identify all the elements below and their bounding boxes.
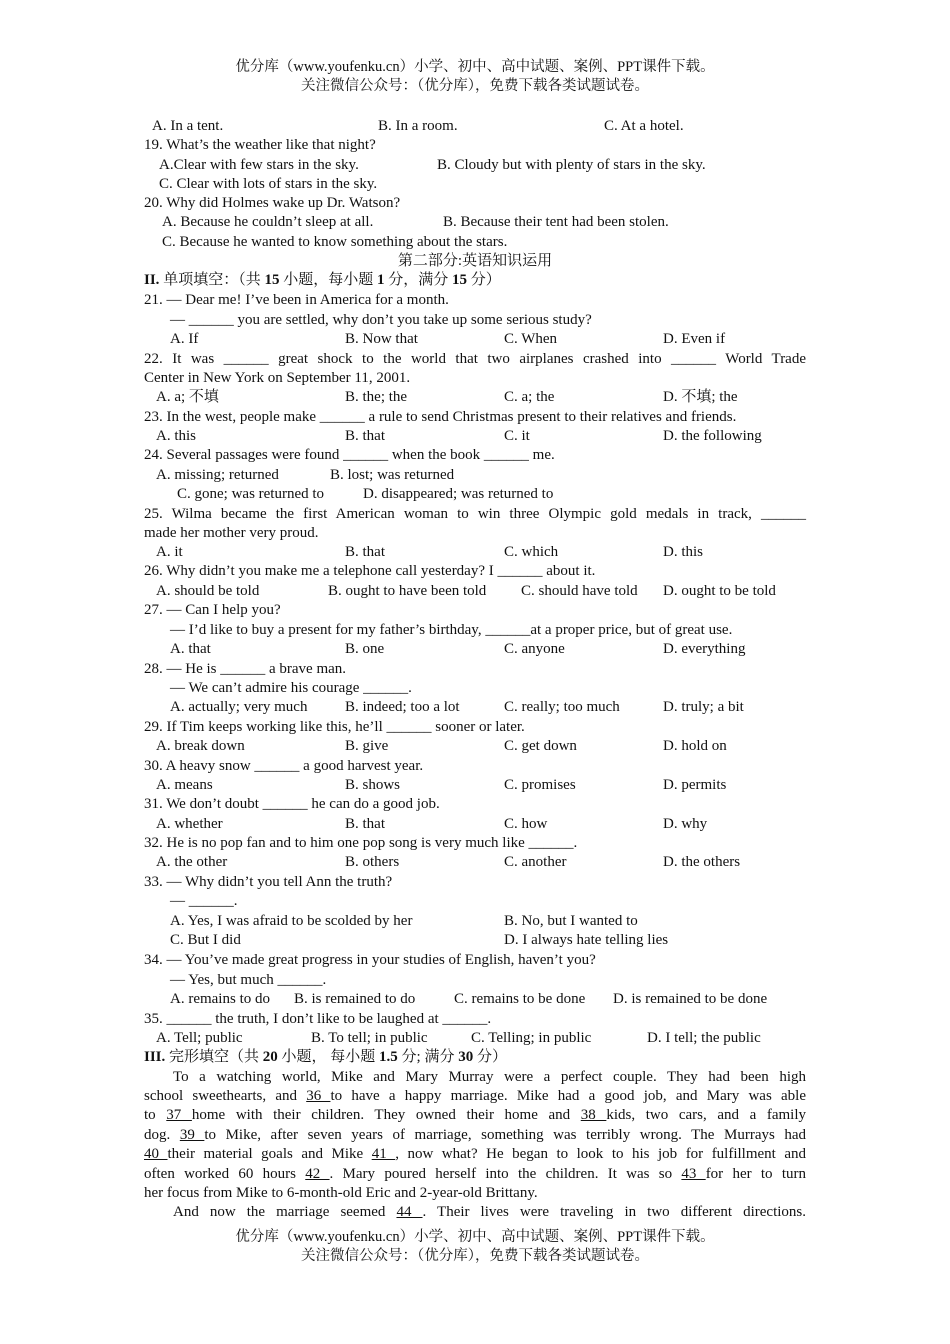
q19-stem: 19. What’s the weather like that night? — [144, 137, 376, 153]
q19-option-b: B. Cloudy but with plenty of stars in the sky. — [437, 157, 706, 173]
q24-option-c: C. gone; was returned to — [177, 486, 325, 502]
section3-n3: 30 — [458, 1049, 474, 1065]
q19-option-a: A.Clear with few stars in the sky. — [159, 157, 359, 173]
header-line-2: 关注微信公众号：（优分库），免费下载各类试题试卷。 — [301, 78, 649, 94]
q35-option-d: D. I tell; the public — [647, 1030, 761, 1046]
q23-option-d: D. the following — [663, 428, 762, 444]
section3-t1: 完形填空（共 — [165, 1049, 263, 1065]
blank-42: 42 — [305, 1166, 330, 1182]
q29-option-c: C. get down — [504, 738, 577, 754]
q25-stem-2: made her mother very proud. — [144, 525, 319, 541]
section2-n3: 15 — [451, 272, 467, 288]
q26-option-d: D. ought to be told — [663, 583, 776, 599]
q21-stem: 21. — Dear me! I’ve been in America for a month. — [144, 292, 449, 308]
q24-option-b: B. lost; was returned — [330, 467, 455, 483]
blank-43: 43 — [681, 1166, 706, 1182]
q30-option-d: D. permits — [663, 777, 727, 793]
section3-t2: 小题， 每小题 — [277, 1049, 380, 1065]
q22-stem: 22. It was ______ great shock to the world that two airplanes crashed into ______ World Trade — [144, 351, 806, 367]
section2-t1: 单项填空：（共 — [159, 272, 265, 288]
q35-stem: 35. ______ the truth, I don’t like to be laughed at ______. — [144, 1011, 492, 1027]
q34-option-d: D. is remained to be done — [613, 991, 768, 1007]
section2-num: II. — [144, 272, 160, 288]
q21-option-b: B. Now that — [345, 331, 418, 347]
passage-line-7: her focus from Mike to 6-month-old Eric and 2-year-old Brittany. — [144, 1185, 538, 1201]
q28-option-c: C. really; too much — [504, 699, 620, 715]
q29-option-a: A. break down — [156, 738, 245, 754]
q22-option-c: C. a; the — [504, 389, 555, 405]
q23-option-c: C. it — [504, 428, 530, 444]
q22-option-b: B. the; the — [345, 389, 408, 405]
part2-title: 第二部分:英语知识运用 — [397, 253, 553, 269]
blank-40: 40 — [144, 1146, 168, 1162]
blank-39: 39 — [179, 1127, 205, 1143]
section2-heading — [144, 271, 501, 290]
q32-option-c: C. another — [504, 854, 567, 870]
q34-option-a: A. remains to do — [170, 991, 270, 1007]
q30-stem: 30. A heavy snow ______ a good harvest year. — [144, 758, 424, 774]
q32-stem: 32. He is no pop fan and to him one pop song is very much like ______. — [144, 835, 578, 851]
q29-option-b: B. give — [345, 738, 389, 754]
q28-line2: — We can’t admire his courage ______. — [170, 680, 412, 696]
passage-text: home with their children. They owned their home and — [191, 1107, 581, 1123]
q27-option-b: B. one — [345, 641, 385, 657]
q31-option-d: D. why — [663, 816, 708, 832]
passage-text: to have a happy marriage. Mike had a good job, and Mary was able — [330, 1088, 807, 1104]
q26-stem: 26. Why didn’t you make me a telephone call yesterday? I ______ about it. — [144, 563, 596, 579]
section2-n1: 15 — [264, 272, 280, 288]
section2-t4: 分） — [466, 272, 501, 288]
section3-n1: 20 — [262, 1049, 278, 1065]
q25-option-b: B. that — [345, 544, 385, 560]
section2-n2: 1 — [376, 272, 385, 288]
q35-option-b: B. To tell; in public — [311, 1030, 428, 1046]
header-line-1: 优分库（www.youfenku.cn）小学、初中、高中试题、案例、PPT课件下载。 — [235, 59, 715, 75]
q25-option-a: A. it — [156, 544, 183, 560]
q28-option-a: A. actually; very much — [170, 699, 308, 715]
q20-option-b: B. Because their tent had been stolen. — [443, 214, 669, 230]
q27-line2: — I’d like to buy a present for my father’s birthday, ______at a proper price, but of great use. — [170, 622, 733, 638]
q32-option-a: A. the other — [156, 854, 228, 870]
footer-line-1: 优分库（www.youfenku.cn）小学、初中、高中试题、案例、PPT课件下载。 — [235, 1229, 715, 1245]
q26-option-c: C. should have told — [521, 583, 638, 599]
section3-num: III. — [144, 1049, 166, 1065]
q34-stem: 34. — You’ve made great progress in your studies of English, haven’t you? — [144, 952, 596, 968]
q31-option-a: A. whether — [156, 816, 223, 832]
q28-option-b: B. indeed; too a lot — [345, 699, 460, 715]
q34-line2: — Yes, but much ______. — [170, 972, 327, 988]
q26-option-a: A. should be told — [156, 583, 260, 599]
passage-line-3 — [144, 1106, 806, 1125]
q22-option-d: D. 不填; the — [663, 389, 738, 405]
section3-t4: 分） — [473, 1049, 507, 1065]
q18-option-c: C. At a hotel. — [604, 118, 684, 134]
q23-option-a: A. this — [156, 428, 197, 444]
passage-text: . Mary poured herself into the children. It was so — [329, 1166, 682, 1182]
q33-option-c: C. But I did — [170, 932, 241, 948]
passage-text: . Their lives were traveling in two different directions. — [422, 1204, 806, 1220]
passage-line-8 — [173, 1203, 806, 1222]
q27-stem: 27. — Can I help you? — [144, 602, 281, 618]
q22-option-a: A. a; 不填 — [156, 389, 219, 405]
passage-text: for her to turn — [705, 1166, 806, 1182]
q32-option-b: B. others — [345, 854, 400, 870]
q31-option-b: B. that — [345, 816, 385, 832]
q35-option-a: A. Tell; public — [156, 1030, 243, 1046]
q23-option-b: B. that — [345, 428, 385, 444]
q33-stem: 33. — Why didn’t you tell Ann the truth? — [144, 874, 393, 890]
blank-37: 37 — [166, 1107, 192, 1123]
q34-option-b: B. is remained to do — [294, 991, 416, 1007]
q24-option-a: A. missing; returned — [156, 467, 279, 483]
passage-line-5 — [144, 1145, 806, 1164]
q30-option-c: C. promises — [504, 777, 576, 793]
q18-option-a: A. In a tent. — [152, 118, 224, 134]
q21-line2: — ______ you are settled, why don’t you take up some serious study? — [170, 312, 592, 328]
q18-option-b: B. In a room. — [378, 118, 458, 134]
passage-text: often worked 60 hours — [144, 1166, 306, 1182]
q19-option-c: C. Clear with lots of stars in the sky. — [159, 176, 378, 192]
passage-line-1: To a watching world, Mike and Mary Murray were a perfect couple. They had been high — [173, 1069, 806, 1085]
q27-option-a: A. that — [170, 641, 211, 657]
q22-stem-2: Center in New York on September 11, 2001. — [144, 370, 411, 386]
passage-text: And now the marriage seemed — [173, 1204, 397, 1220]
q33-line2: — ______. — [170, 893, 238, 909]
q31-option-c: C. how — [504, 816, 548, 832]
q21-option-c: C. When — [504, 331, 558, 347]
q33-option-b: B. No, but I wanted to — [504, 913, 638, 929]
section3-heading — [144, 1048, 507, 1067]
q32-option-d: D. the others — [663, 854, 741, 870]
blank-44: 44 — [396, 1204, 423, 1220]
section2-t3: 分，满分 — [384, 272, 452, 288]
q27-option-c: C. anyone — [504, 641, 565, 657]
q34-option-c: C. remains to be done — [454, 991, 586, 1007]
q33-option-a: A. Yes, I was afraid to be scolded by her — [170, 913, 413, 929]
passage-text: to — [144, 1107, 167, 1123]
q28-option-d: D. truly; a bit — [663, 699, 744, 715]
passage-text: , now what? He began to look to his job for fulfillment and — [395, 1146, 807, 1162]
q35-option-c: C. Telling; in public — [471, 1030, 592, 1046]
q25-option-c: C. which — [504, 544, 559, 560]
q21-option-d: D. Even if — [663, 331, 726, 347]
section3-n2: 1.5 — [379, 1049, 398, 1065]
blank-36: 36 — [306, 1088, 331, 1104]
q25-option-d: D. this — [663, 544, 704, 560]
q33-option-d: D. I always hate telling lies — [504, 932, 669, 948]
section3-t3: 分; 满分 — [397, 1049, 459, 1065]
passage-text: to Mike, after seven years of marriage, something was terribly wrong. The Murrays had — [204, 1127, 807, 1143]
passage-line-2 — [144, 1087, 806, 1106]
blank-41: 41 — [371, 1146, 396, 1162]
q31-stem: 31. We don’t doubt ______ he can do a good job. — [144, 796, 440, 812]
q20-option-a: A. Because he couldn’t sleep at all. — [162, 214, 374, 230]
q21-option-a: A. If — [170, 331, 199, 347]
q24-option-d: D. disappeared; was returned to — [363, 486, 554, 502]
q25-stem: 25. Wilma became the first American woman to win three Olympic gold medals in track, ______ — [144, 506, 806, 522]
q23-stem: 23. In the west, people make ______ a rule to send Christmas present to their relatives and friends. — [144, 409, 737, 425]
q28-stem: 28. — He is ______ a brave man. — [144, 661, 347, 677]
q24-stem: 24. Several passages were found ______ when the book ______ me. — [144, 447, 555, 463]
q27-option-d: D. everything — [663, 641, 746, 657]
q20-stem: 20. Why did Holmes wake up Dr. Watson? — [144, 195, 401, 211]
q26-option-b: B. ought to have been told — [328, 583, 487, 599]
passage-line-6 — [144, 1165, 806, 1184]
passage-text: kids, two cars, and a family — [606, 1107, 807, 1123]
passage-line-4 — [144, 1126, 806, 1145]
passage-text: school sweethearts, and — [144, 1088, 307, 1104]
q29-stem: 29. If Tim keeps working like this, he’ll ______ sooner or later. — [144, 719, 525, 735]
blank-38: 38 — [580, 1107, 607, 1123]
q29-option-d: D. hold on — [663, 738, 727, 754]
q30-option-a: A. means — [156, 777, 213, 793]
section2-t2: 小题，每小题 — [279, 272, 377, 288]
q20-option-c: C. Because he wanted to know something about the stars. — [162, 234, 508, 250]
q30-option-b: B. shows — [345, 777, 401, 793]
passage-text: dog. — [144, 1127, 180, 1143]
footer-line-2: 关注微信公众号：（优分库），免费下载各类试题试卷。 — [301, 1248, 649, 1264]
passage-text: their material goals and Mike — [167, 1146, 372, 1162]
